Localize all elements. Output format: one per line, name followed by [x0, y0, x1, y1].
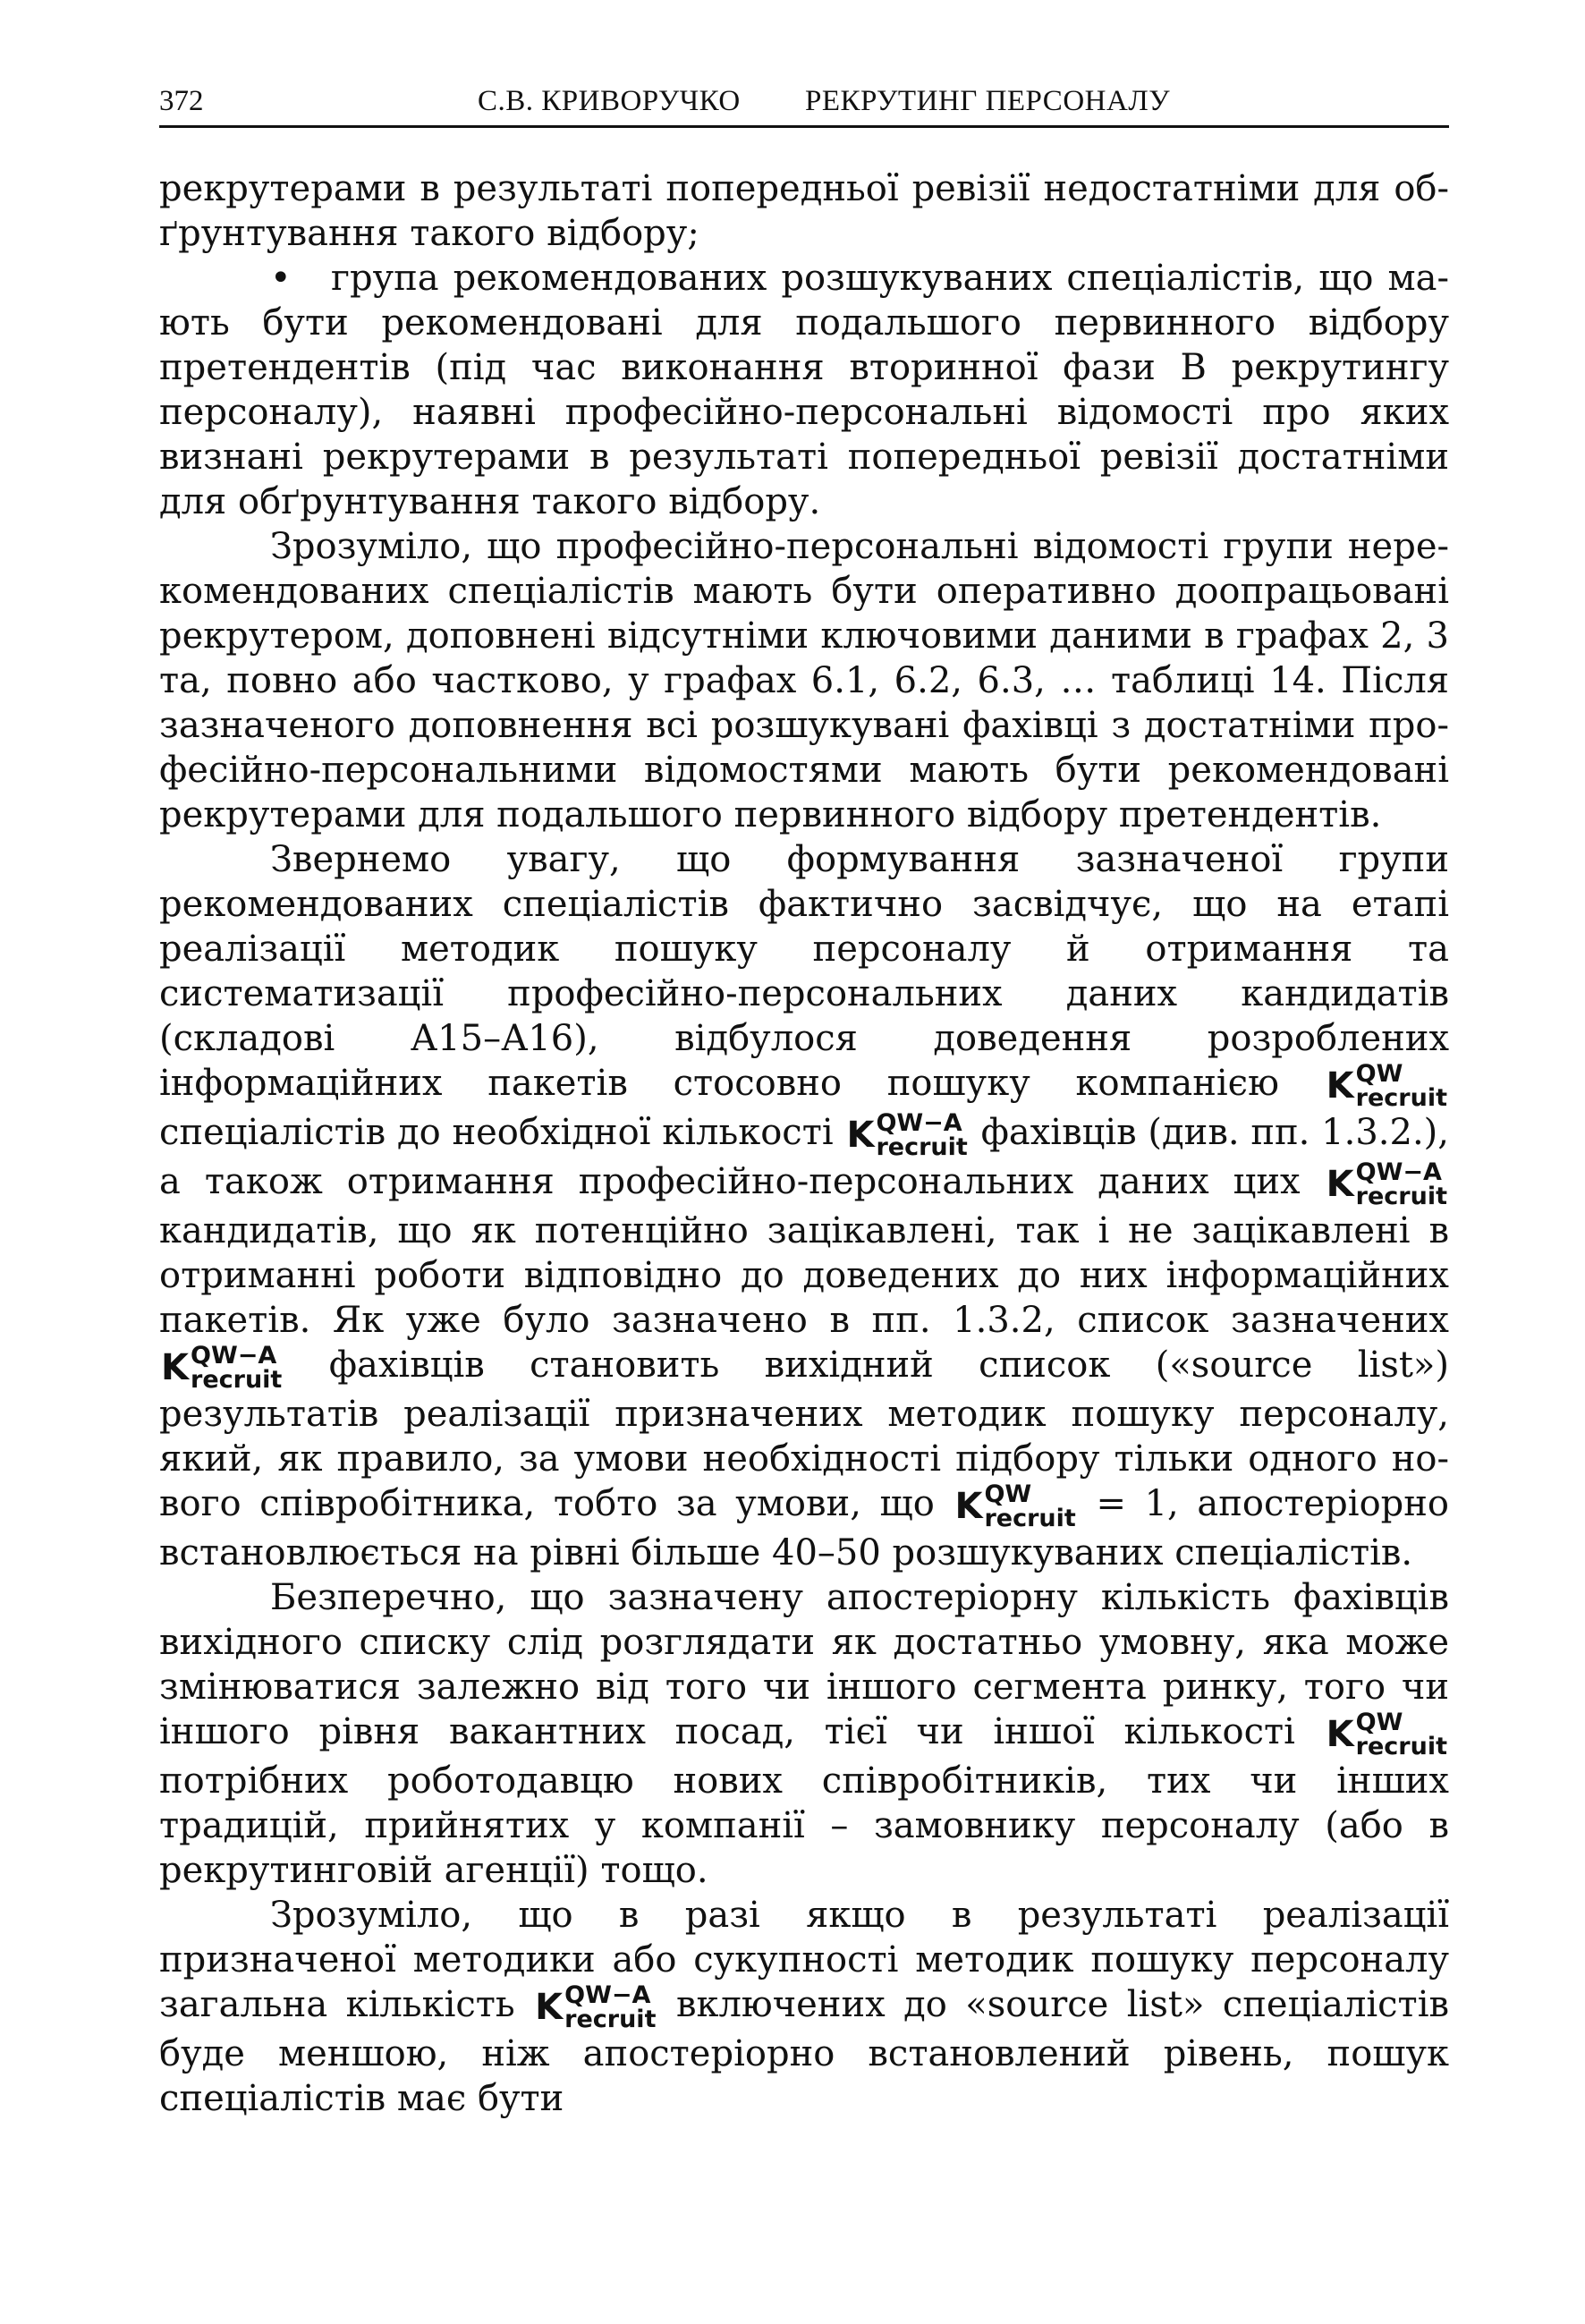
bullet-icon: • — [270, 258, 292, 299]
paragraph: рекрутерами в результаті попередньої ревізії недостатніми для обґрунтування такого відбору; — [159, 168, 1449, 254]
page-number: 372 — [159, 85, 204, 117]
header-book-title: РЕКРУТИНГ ПЕРСОНАЛУ — [805, 85, 1171, 117]
formula-k-recruit-qwa: K QW−A recruit — [1326, 1158, 1447, 1210]
paragraph: Зрозуміло, що в разі якщо в результаті реалізації призначеної методики або сукупності методик пошуку персоналу загальна кількість K QW−A recruit включених до «source list» спеціалістів буде меншою, ніж апостеріорно встановлений рівень, пошук спеціалістів має бути — [159, 1895, 1450, 2119]
formula-k-recruit-qwa: K QW−A recruit — [535, 1981, 657, 2033]
formula-k-recruit-qw: K QW recruit — [1326, 1709, 1447, 1760]
formula-k-recruit-qwa: K QW−A recruit — [161, 1342, 283, 1394]
paragraph: Зрозуміло, що професійно-персональні відомості групи нерекомендованих спеціалістів мають бути оперативно доопрацьовані рекрутером, доповнені відсутніми ключовими даними в графах 2, 3 та, повно або частково, у графах 6.1, 6.2, 6.3, … таблиці 14. Після зазначеного доповнення всі розшукувані фахівці з достатніми професійно-персональними відомостями мають бути рекомендовані рекрутерами для подальшого первинного відбору претендентів. — [159, 526, 1449, 835]
paragraph: Безперечно, що зазначену апостеріорну кількість фахівців вихідного списку слід розглядати як достатньо умовну, яка може змінюватися залежно від того чи іншого сегмента ринку, того чи іншого рівня вакантних посад, тієї чи іншої кількості K QW recruit потрібних роботодавцю нових співробітників, тих чи інших традицій, прийнятих у компанії – замовнику персоналу (або в рекрутинговій агенції) тощо. — [159, 1577, 1449, 1891]
bullet-item: • група рекомендованих розшукуваних спеціалістів, що мають бути рекомендовані для подальшого первинного відбору претендентів (під час виконання вторинної фази В рекрутингу персоналу), наявні професійно-персональні відомості про яких визнані рекрутерами в результаті попередньої ревізії достатніми для обґрунтування такого відбору. — [159, 258, 1449, 522]
formula-k-recruit-qw: K QW recruit — [1326, 1060, 1447, 1112]
body-text — [159, 166, 1449, 2121]
running-header — [159, 79, 1449, 128]
paragraph: Звернемо увагу, що формування зазначеної групи рекомендованих спеціалістів фактично засвідчує, що на етапі реалізації методик пошуку персоналу й отримання та систематизації професійно-персональних даних кандидатів (складові А15–А16), відбулося доведення розроблених інформаційних пакетів стосовно пошуку компанією K QW recruit спеціалістів до необхідної кількості K QW−A recruit фахівців (див. пп. 1.3.2.), а також отримання професійно-персональних даних цих K QW−A recruit кандидатів, що як потенційно зацікавлені, так і не зацікавлені в отриманні роботи відповідно до доведених до них інформаційних пакетів. Як уже було зазначено в пп. 1.3.2, список зазначених K QW−A recruit фахівців становить вихідний список («source list») результатів реалізації призначених методик пошуку персоналу, який, як правило, за умови необхідності підбору тільки одного нового співробітника, тобто за умови, що K QW recruit = 1, апостеріорно встановлюється на рівні більше 40–50 розшукуваних спеціалістів. — [159, 839, 1450, 1573]
header-author: С.В. КРИВОРУЧКО — [478, 85, 741, 117]
formula-k-recruit-qwa: K QW−A recruit — [846, 1109, 968, 1161]
formula-k-recruit-qw: K QW recruit — [954, 1480, 1076, 1532]
